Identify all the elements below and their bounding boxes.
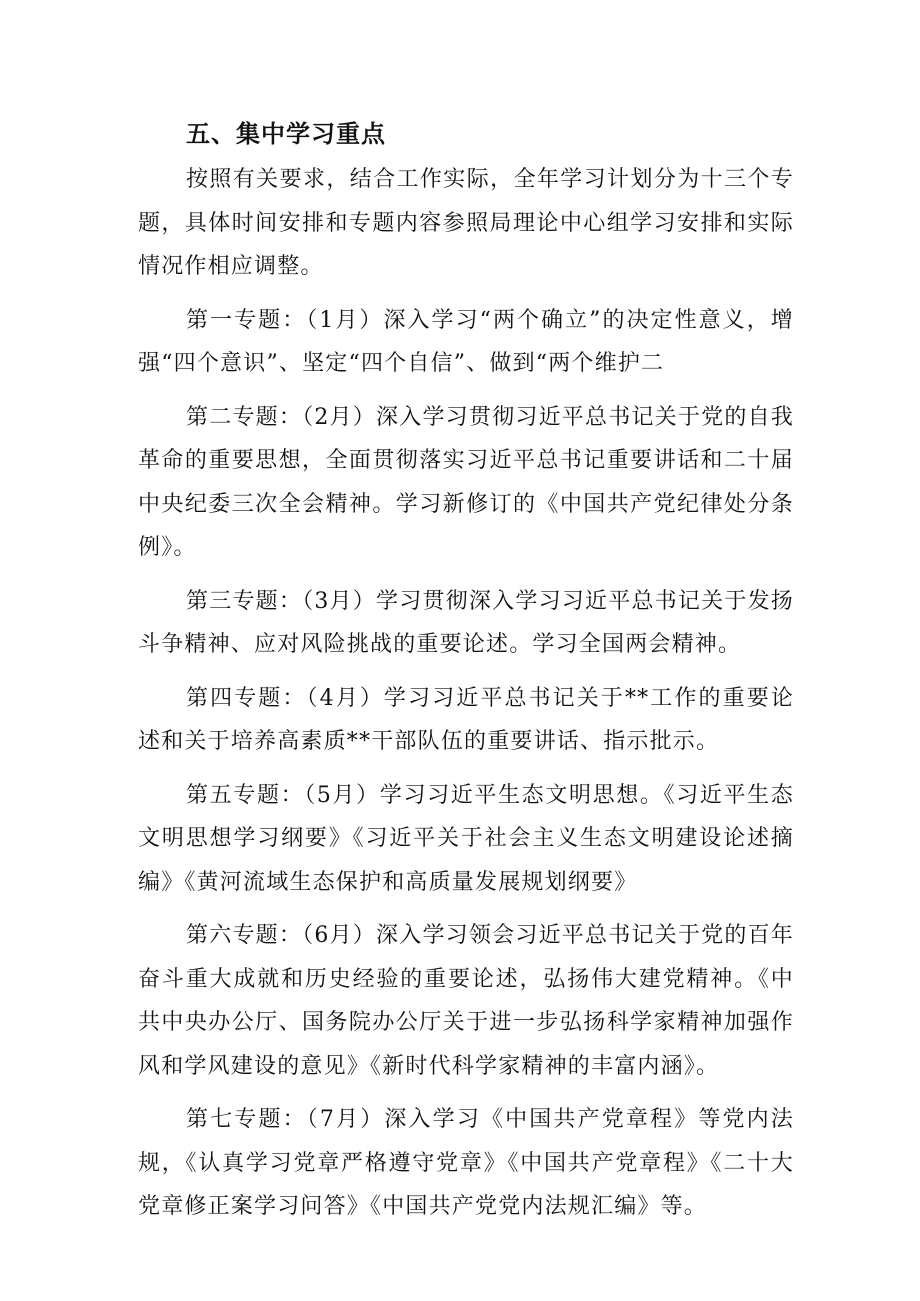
- paragraph-topic-6: 第六专题：（6月）深入学习领会习近平总书记关于党的百年奋斗重大成就和历史经验的重要论述，弘扬伟大建党精神。《中共中央办公厅、国务院办公厅关于进一步弘扬科学家精神加强作风和学风建设的意见》《新时代科学家精神的丰富内涵》。: [138, 923, 794, 1079]
- paragraph-topic-2: 第二专题：（2月）深入学习贯彻习近平总书记关于党的自我革命的重要思想，全面贯彻落实习近平总书记重要讲话和二十届中央纪委三次全会精神。学习新修订的《中国共产党纪律处分条例》。: [138, 404, 794, 560]
- paragraph-topic-5: 第五专题：（5月）学习习近平生态文明思想。《习近平生态文明思想学习纲要》《习近平关于社会主义生态文明建设论述摘编》《黄河流域生态保护和高质量发展规划纲要》: [138, 782, 794, 895]
- section-heading: 五、集中学习重点: [186, 120, 386, 148]
- paragraph-topic-3: 第三专题：（3月）学习贯彻深入学习习近平总书记关于发扬斗争精神、应对风险挑战的重要论述。学习全国两会精神。: [138, 588, 794, 657]
- paragraph-topic-1: 第一专题：（1月）深入学习“两个确立”的决定性意义，增强“四个意识”、坚定“四个自信”、做到“两个维护二: [138, 307, 794, 376]
- paragraph-topic-4: 第四专题：（4月）学习习近平总书记关于**工作的重要论述和关于培养高素质**干部队伍的重要讲话、指示批示。: [138, 685, 794, 754]
- paragraph-topic-7: 第七专题：（7月）深入学习《中国共产党章程》等党内法规，《认真学习党章严格遵守党章》《中国共产党章程》《二十大党章修正案学习问答》《中国共产党党内法规汇编》等。: [138, 1107, 794, 1219]
- document-body: [138, 112, 794, 1239]
- paragraph-intro: 按照有关要求，结合工作实际，全年学习计划分为十三个专题，具体时间安排和专题内容参照局理论中心组学习安排和实际情况作相应调整。: [138, 167, 794, 279]
